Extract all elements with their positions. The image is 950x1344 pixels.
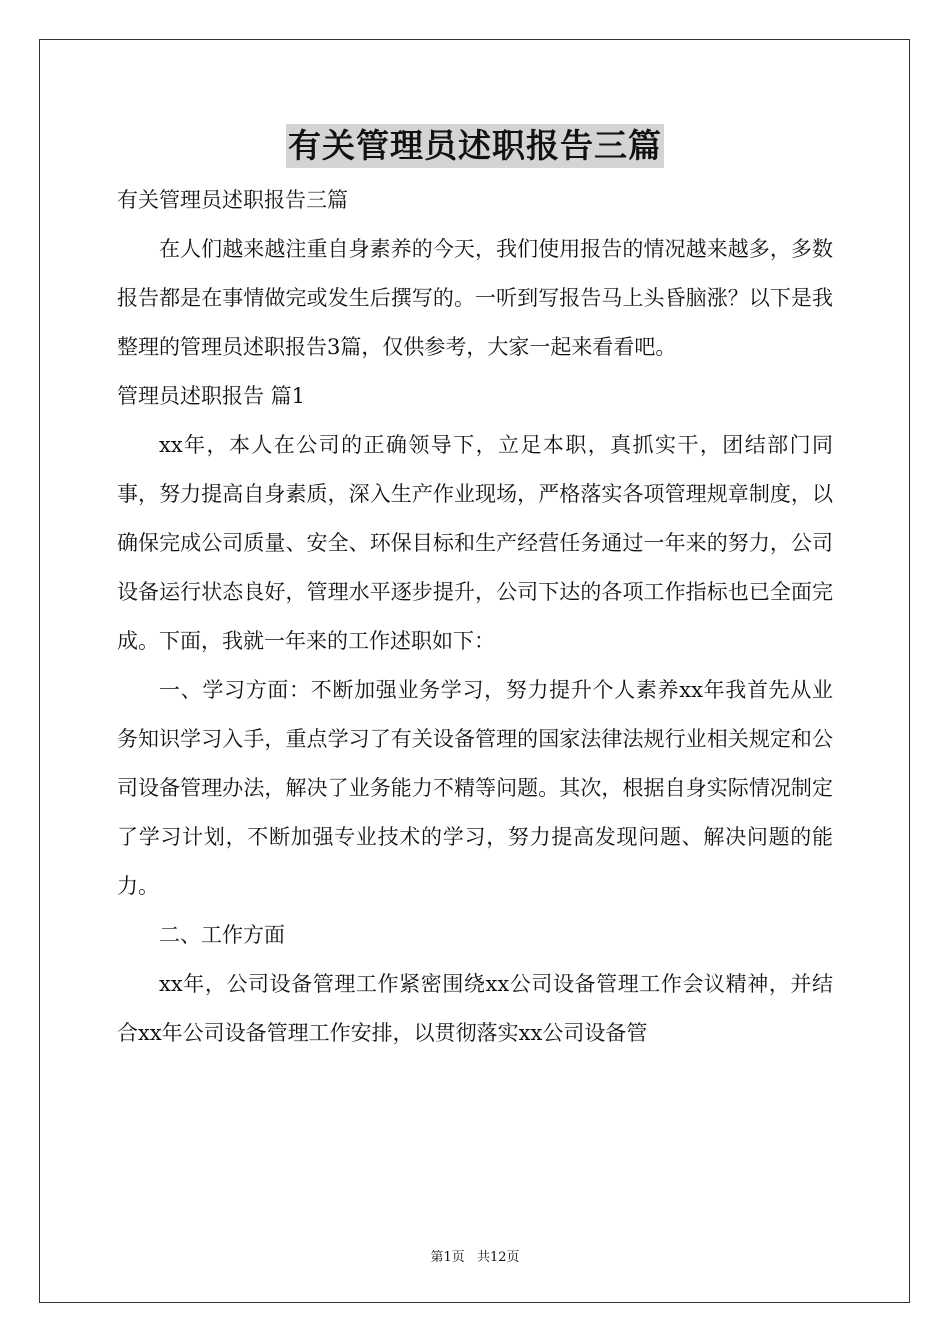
document-title: 有关管理员述职报告三篇	[286, 124, 664, 168]
work-heading: 二、工作方面	[159, 923, 285, 947]
document-body	[117, 176, 833, 1058]
title-container	[0, 124, 950, 168]
study-paragraph: 一、学习方面：不断加强业务学习，努力提升个人素养xx年我首先从业务知识学习入手，重点学习了有关设备管理的国家法律法规行业相关规定和公司设备管理办法，解决了业务能力不精等问题。其次，根据自身实际情况制定了学习计划，不断加强专业技术的学习，努力提高发现问题、解决问题的能力。	[117, 678, 833, 898]
work-paragraph: xx年，公司设备管理工作紧密围绕xx公司设备管理工作会议精神，并结合xx年公司设备管理工作安排，以贯彻落实xx公司设备管	[117, 972, 833, 1045]
page-footer	[0, 1246, 950, 1265]
body-paragraph: xx年，本人在公司的正确领导下，立足本职，真抓实干，团结部门同事，努力提高自身素质，深入生产作业现场，严格落实各项管理规章制度，以确保完成公司质量、安全、环保目标和生产经营任务通过一年来的努力，公司设备运行状态良好，管理水平逐步提升，公司下达的各项工作指标也已全面完成。下面，我就一年来的工作述职如下：	[117, 433, 833, 653]
intro-paragraph: 在人们越来越注重自身素养的今天，我们使用报告的情况越来越多，多数报告都是在事情做完或发生后撰写的。一听到写报告马上头昏脑涨？以下是我整理的管理员述职报告3篇，仅供参考，大家一起来看看吧。	[117, 237, 833, 359]
page-number: 第1页	[430, 1250, 465, 1265]
page-total: 共12页	[476, 1250, 520, 1265]
section-heading-part1: 管理员述职报告 篇1	[117, 384, 306, 408]
document-subtitle: 有关管理员述职报告三篇	[117, 188, 348, 212]
